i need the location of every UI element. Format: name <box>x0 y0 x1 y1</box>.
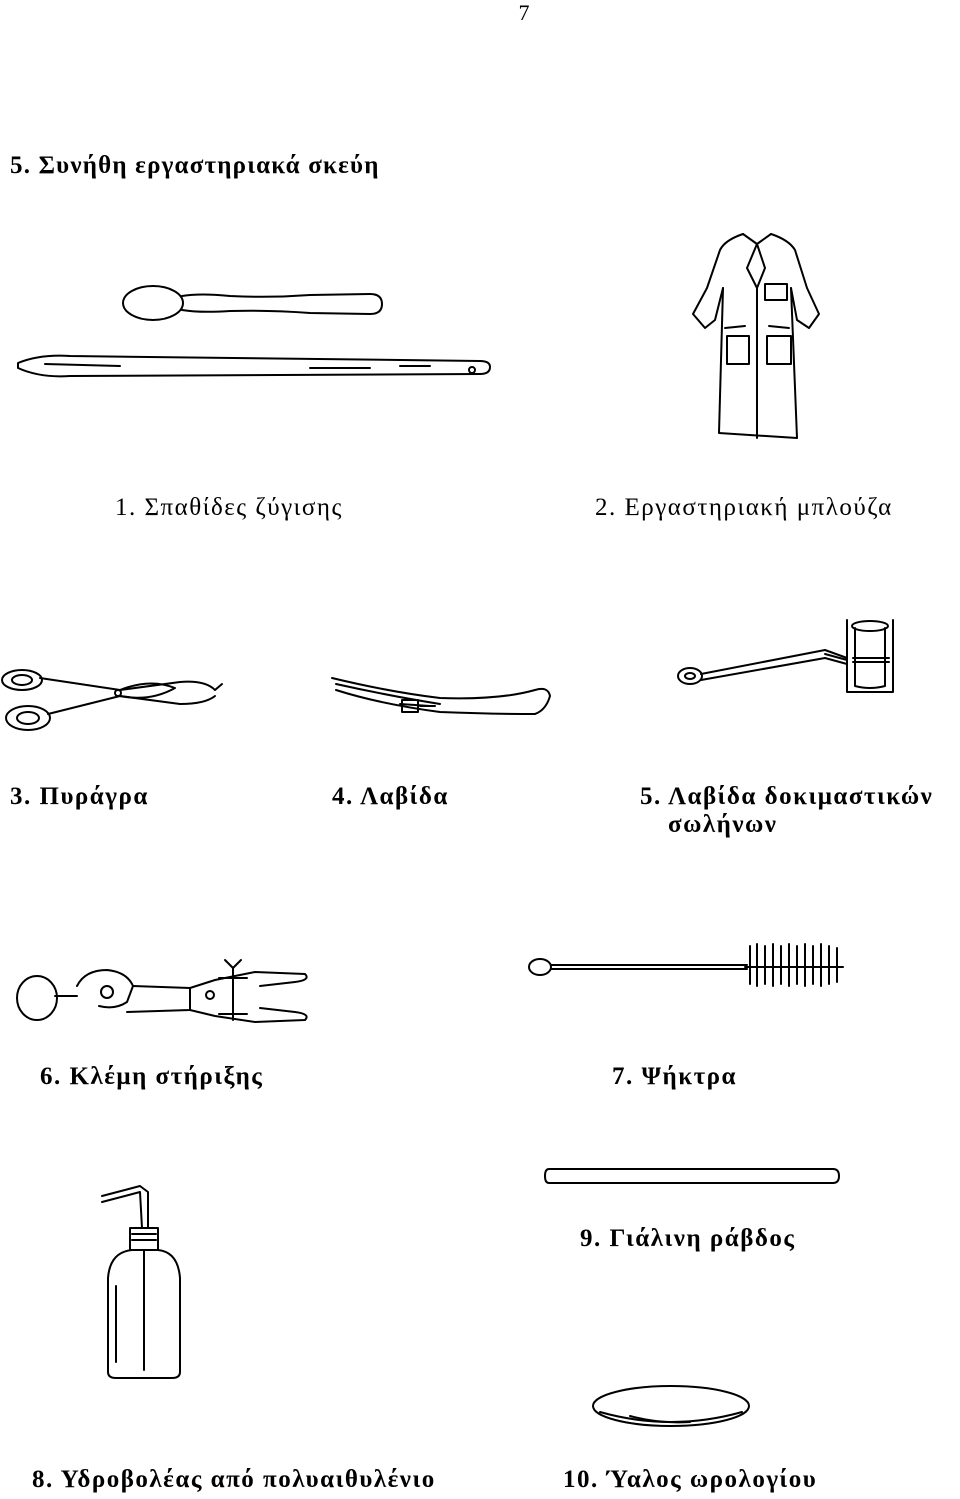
wash-bottle-icon <box>100 1182 190 1382</box>
forceps-icon <box>330 670 555 725</box>
caption-wash-bottle: 8. Υδροβολέας από πολυαιθυλένιο <box>32 1466 436 1493</box>
test-tube-brush-icon <box>525 940 855 990</box>
caption-forceps: 4. Λαβίδα <box>332 783 449 810</box>
caption-test-tube-brush: 7. Ψήκτρα <box>612 1063 737 1090</box>
caption-watch-glass: 10. Ύαλος ωρολογίου <box>563 1466 818 1493</box>
section-title: 5. Συνήθη εργαστηριακά σκεύη <box>10 152 380 179</box>
caption-test-tube-holder-line1: 5. Λαβίδα δοκιμαστικών <box>640 783 934 810</box>
caption-test-tube-holder <box>640 783 933 839</box>
crucible-tongs-icon <box>0 660 230 740</box>
caption-support-clamp: 6. Κλέμη στήριξης <box>40 1063 264 1090</box>
lab-coat-icon <box>685 228 830 443</box>
caption-glass-rod: 9. Γιάλινη ράβδος <box>580 1225 796 1252</box>
glass-rod-icon <box>543 1165 843 1187</box>
page-number: 7 <box>518 0 530 25</box>
caption-lab-coat: 2. Εργαστηριακή μπλούζα <box>595 494 893 521</box>
caption-test-tube-holder-line2: σωλήνων <box>668 811 778 838</box>
test-tube-holder-icon <box>675 618 905 698</box>
support-clamp-icon <box>15 950 315 1030</box>
weighing-spatulas-icon <box>10 280 500 390</box>
watch-glass-icon <box>590 1382 755 1432</box>
caption-crucible-tongs: 3. Πυράγρα <box>10 783 149 810</box>
caption-weighing-spatulas: 1. Σπαθίδες ζύγισης <box>115 494 343 521</box>
